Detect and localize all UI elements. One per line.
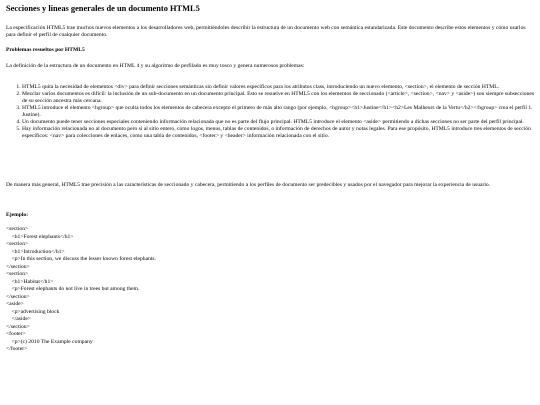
example-heading: Ejemplo: [6,212,29,218]
conclusion-paragraph: De manera más general, HTML5 trae precisión a las características de seccionado y cabecera, permitiendo a los perfiles de documento ser predecibles y usados por el navegador para mejorar la experiencia de usuario. [6,182,491,188]
problems-list-item: 3. HTML5 introduce el elemento <hgroup> que oculta todos los elementos de cabecera excepto el primero de más alto rango (por ejemplo, <hgroup><h1>Justine</h1><h2>Les Malheurs de la Vertu</h2></hgroup> crea el perfil 1. Justine). [22,105,540,119]
problems-list-item: 4. Un documento puede tener secciones especiales conteniendo información relacionada que no es parte del flujo principal. HTML5 introduce el elemento <aside> permitiendo a dichas secciones no ser parte del perfil principal. [22,119,540,126]
page-title: Secciones y líneas generales de un documento HTML5 [6,4,200,13]
problems-heading: Problemas resueltos por HTML5 [6,47,85,53]
problems-list-item: 5. Hay información relacionada no al documento pero si al sitio entero, como logos, menus, tablas de contenidos, o información de derechos de autor y notas legales. Para ese propósito, HTML5 introduce tres elementos de sección específicos: <nav> para colecciones de enlaces, como una tabla de contenidos, <footer> y <header> información relacionada con el sitio. [22,126,540,140]
example-code-block: <section> <h1>Forest elephants</h1> <section> <h1>Introduction</h1> <p>In this section, we discuss the lesser known forest elephants. </section> <section> <h1>Habitat</h1> <p>Forest elephants do not live in trees but among them. </section> <aside> <p>advertising block </aside> </section> <footer> <p>(c) 2010 The Example company </footer> [6,226,157,352]
problems-list [6,84,540,140]
intro-paragraph: La especificación HTML5 trae muchos nuevos elementos a los desarrolladores web, permitiéndoles describir la estructura de un documento web con semántica estandarizada. Este documento describe estos elementos y cómo usarlos para definir el perfil de cualquier documento. [6,25,526,38]
problems-list-item: 1. HTML5 quita la necesidad de elementos <div> para definir secciones semánticas sin definir valores específicos para los atributos class, introduciendo un nuevo elemento, <section>, el elemento de sección HTML. [22,84,540,91]
problems-list-item: 2. Mezclar varios documentos es difícil: la inclusión de un sub-documento en un documento principal. Esto se resuelve en HTML5 con los elementos de seccionado (<article>, <section>, <nav> y <aside>) son siempre subsecciones de su sección ancestra más cercana. [22,91,540,105]
problems-intro-paragraph: La definición de la estructura de un documento en HTML 4 y su algoritmo de perfilado es muy tosco y genera numerosos problemas: [6,63,305,69]
